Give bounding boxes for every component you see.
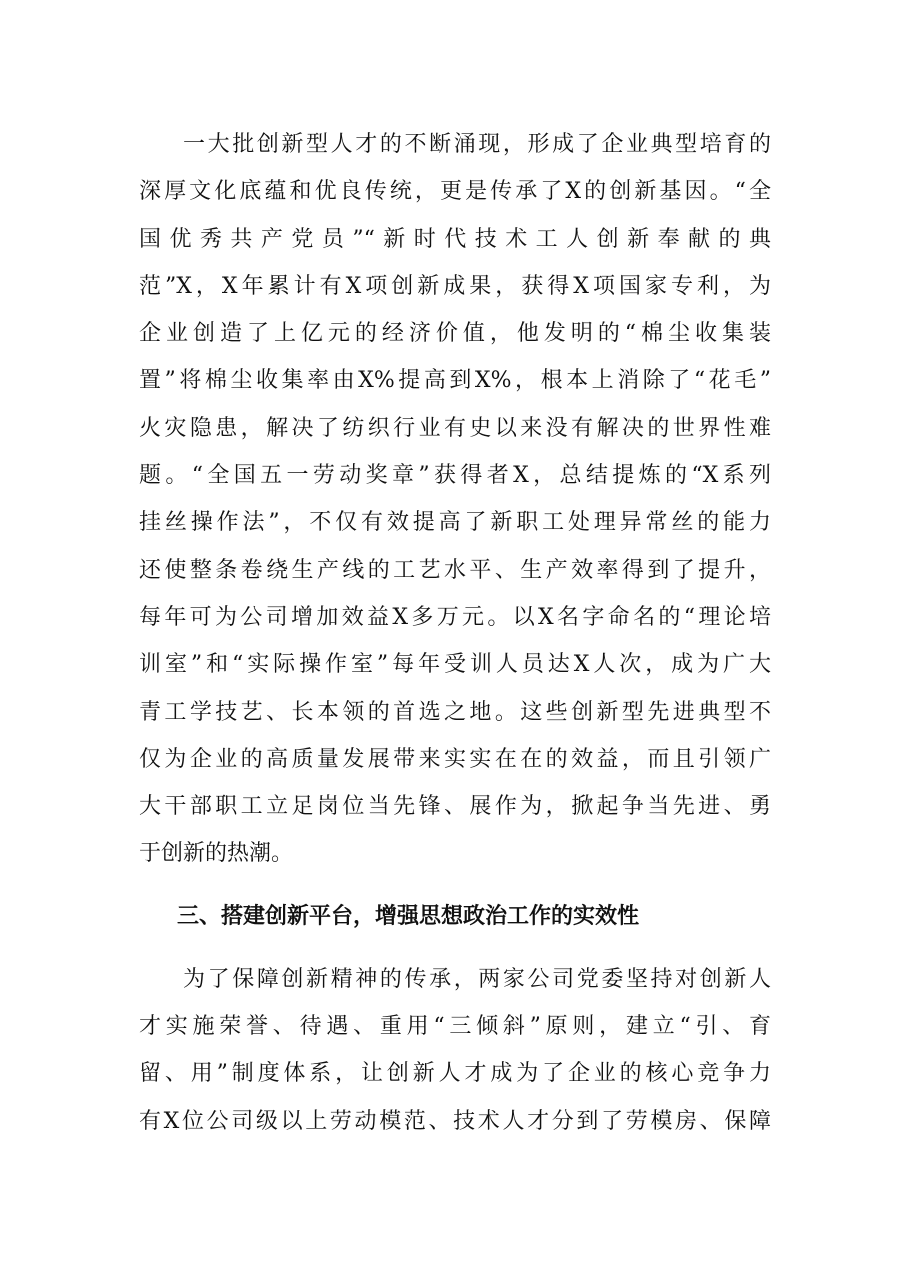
paragraph-line: 训室”和“实际操作室”每年受训人员达X人次，成为广大 (139, 652, 771, 678)
paragraph-line: 国优秀共产党员”“新时代技术工人创新奉献的典 (139, 226, 771, 252)
document-page (139, 121, 771, 1145)
paragraph-line: 置”将棉尘收集率由X%提高到X%，根本上消除了“花毛” (139, 368, 771, 394)
paragraph-line: 为了保障创新精神的传承，两家公司党委坚持对创新人 (183, 966, 771, 992)
paragraph-innovation-talents (139, 121, 771, 878)
paragraph-line: 挂丝操作法”，不仅有效提高了新职工处理异常丝的能力 (139, 510, 771, 536)
paragraph-line: 留、用”制度体系，让创新人才成为了企业的核心竞争力 (139, 1061, 771, 1087)
paragraph-line: 才实施荣誉、待遇、重用“三倾斜”原则，建立“引、育 (139, 1014, 771, 1040)
paragraph-line: 深厚文化底蕴和优良传统，更是传承了X的创新基因。“全 (139, 179, 771, 205)
paragraph-innovation-platform (139, 956, 771, 1145)
paragraph-line: 于创新的热潮。 (139, 841, 294, 867)
paragraph-line: 题。“全国五一劳动奖章”获得者X，总结提炼的“X系列 (139, 463, 771, 489)
paragraph-line: 企业创造了上亿元的经济价值，他发明的“棉尘收集装 (139, 321, 771, 347)
paragraph-line: 有X位公司级以上劳动模范、技术人才分到了劳模房、保障 (139, 1108, 771, 1134)
paragraph-line: 大干部职工立足岗位当先锋、展作为，掀起争当先进、勇 (139, 794, 771, 820)
paragraph-line: 每年可为公司增加效益X多万元。以X名字命名的“理论培 (139, 604, 771, 630)
paragraph-line: 一大批创新型人才的不断涌现，形成了企业典型培育的 (183, 132, 771, 157)
section-heading: 三、搭建创新平台，增强思想政治工作的实效性 (177, 903, 640, 929)
paragraph-line: 青工学技艺、长本领的首选之地。这些创新型先进典型不 (139, 699, 771, 725)
paragraph-line: 火灾隐患，解决了纺织行业有史以来没有解决的世界性难 (139, 415, 771, 441)
paragraph-line: 范”X，X年累计有X项创新成果，获得X项国家专利，为 (139, 273, 771, 299)
paragraph-line: 还使整条卷绕生产线的工艺水平、生产效率得到了提升， (139, 557, 771, 583)
paragraph-line: 仅为企业的高质量发展带来实实在在的效益，而且引领广 (139, 746, 771, 772)
